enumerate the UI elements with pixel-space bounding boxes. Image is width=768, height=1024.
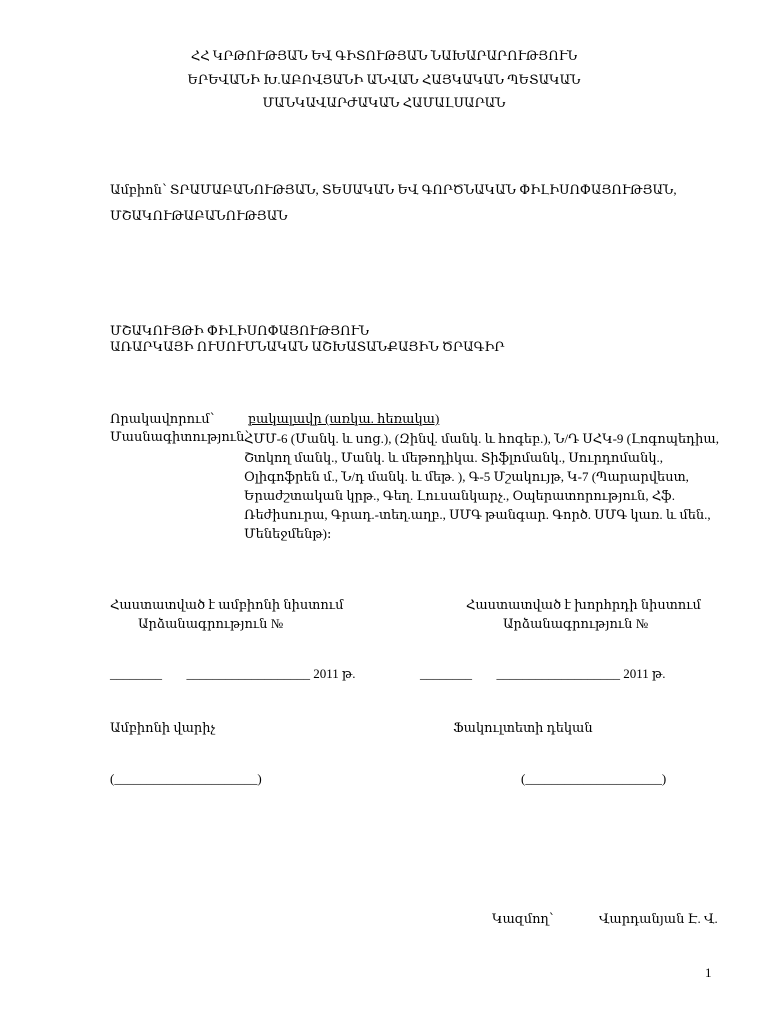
specialty-list [244,429,719,543]
year-text: 2011 թ. [623,666,666,681]
date-line-left [110,664,356,684]
department-line2: ՄՇԱԿՈՒԹԱԲԱՆՈՒԹՅԱՆ [110,208,288,223]
specialty-line: Օլիգոֆրեն մ., Ն/դ մանկ. և մեթ. ), Գ-5 Մշակույթ, Կ-7 (Պարարվեստ, [244,469,689,484]
approval-department-protocol: Արձանագրություն № [138,616,284,631]
department-line1 [110,180,677,200]
author-name: Վարդանյան Է. Վ. [599,911,718,926]
qualification-label: Որակավորում՝ [110,411,215,426]
dean-signature-line: (_____________________) [521,771,667,786]
date-line-right [420,664,666,684]
blank-long: ___________________ [186,666,310,681]
blank-long: ___________________ [496,666,620,681]
specialty-label: Մասնագիտություն՝ [110,429,250,444]
approval-department-text: Հաստատված է ամբիոնի նիստում [110,597,344,612]
department-head-signature-line: (______________________) [110,771,262,786]
qualification-value: բակալավր (առկա. հեռակա) [248,411,440,426]
blank-short: ________ [420,666,472,681]
department-label: Ամբիոն՝ [110,182,167,197]
dean-title: Ֆակուլտետի դեկան [453,720,593,735]
department-name: ՏՐԱՄԱԲԱՆՈՒԹՅԱՆ, ՏԵՍԱԿԱՆ ԵՎ ԳՈՐԾՆԱԿԱՆ ՓԻԼԻՍՈՓԱՅՈՒԹՅԱՆ, [169,182,677,197]
blank-short: ________ [110,666,162,681]
approval-council-text: Հաստատված է խորհրդի նիստում [466,597,701,612]
author-label: Կազմող՝ [492,911,554,926]
specialty-line: ՀՄՄ-6 (Մանկ. և սոց.), (Զինվ. մանկ. և հոգեբ.), Ն/Դ ՍՀԿ-9 (Լոգոպեդիա, [244,431,720,446]
department-head-title: Ամբիոնի վարիչ [110,720,216,735]
ministry-header: ՀՀ ԿՐԹՈՒԹՅԱՆ ԵՎ ԳԻՏՈՒԹՅԱՆ ՆԱԽԱՐԱՐՈՒԹՅՈՒՆ [190,48,578,63]
university-name-line1: ԵՐԵՎԱՆԻ Խ.ԱԲՈՎՅԱՆԻ ԱՆՎԱՆ ՀԱՅԿԱԿԱՆ ՊԵՏԱԿԱՆ [187,72,581,87]
approval-council-protocol: Արձանագրություն № [503,616,649,631]
program-title: ՄՇԱԿՈՒՅԹԻ ՓԻԼԻՍՈՓԱՅՈՒԹՅՈՒՆ [110,323,370,338]
program-subtitle: ԱՌԱՐԿԱՅԻ ՈՒՍՈՒՄՆԱԿԱՆ ԱՇԽԱՏԱՆՔԱՅԻՆ ԾՐԱԳԻՐ [110,339,505,354]
specialty-line: Շտկող մանկ., Մանկ. և մեթոդիկա. Տիֆլոմանկ., Սուրդոմանկ., [244,450,663,465]
specialty-line: Ռեժիսուրա, Գրադ.-տեղ.աղբ., ՍՄԳ թանգար. Գործ. ՍՄԳ կառ. և մեն., [244,507,711,522]
specialty-line: Մենեջմենթ)։ [244,526,332,541]
page-number: 1 [705,965,712,980]
specialty-line: Երաժշտական կրթ., Գեղ. Լուսանկարչ., Օպերատորություն, Հֆ. [244,488,675,503]
university-name-line2: ՄԱՆԿԱՎԱՐԺԱԿԱՆ ՀԱՄԱԼՍԱՐԱՆ [262,95,506,110]
year-text: 2011 թ. [313,666,356,681]
